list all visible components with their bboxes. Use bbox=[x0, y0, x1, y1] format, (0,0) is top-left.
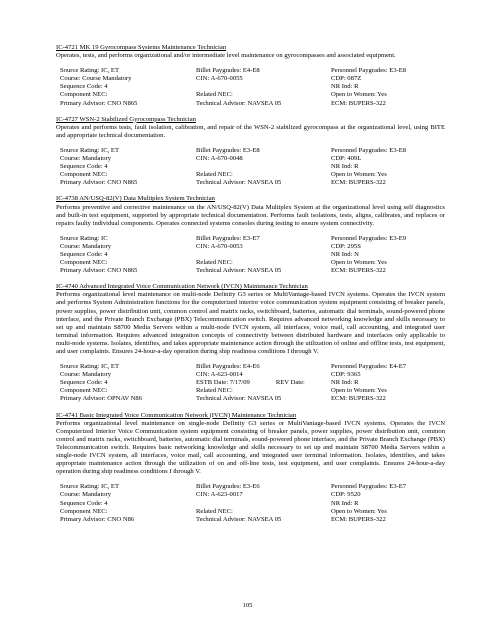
field-row bbox=[56, 235, 445, 243]
section-fields bbox=[56, 363, 445, 403]
nec-section bbox=[56, 412, 445, 524]
field-row bbox=[56, 371, 445, 379]
field-col-2-text: CIN: A-623-0017 bbox=[196, 491, 243, 499]
field-col-2-text: Related NEC: bbox=[196, 91, 233, 99]
field-col-1: Source Rating: IC, ET bbox=[60, 483, 119, 491]
field-col-2 bbox=[196, 395, 331, 403]
field-col-2 bbox=[196, 163, 331, 171]
field-col-2 bbox=[196, 67, 331, 75]
field-col-2-text: Technical Advisor: NAVSEA 05 bbox=[196, 395, 282, 403]
field-col-2-text: Technical Advisor: NAVSEA 05 bbox=[196, 99, 282, 107]
field-col-3: Personnel Paygrades: E3-E7 bbox=[331, 483, 407, 491]
field-col-2 bbox=[196, 371, 331, 379]
field-col-3: NR Ind: R bbox=[331, 499, 359, 507]
field-row bbox=[56, 75, 445, 83]
section-fields bbox=[56, 147, 445, 187]
field-col-2 bbox=[196, 387, 331, 395]
field-col-2-text: Related NEC: bbox=[196, 387, 233, 395]
field-col-3: ECM: BUPERS-322 bbox=[331, 515, 386, 523]
field-row bbox=[56, 267, 445, 275]
field-col-1: Course: Mandatory bbox=[60, 371, 112, 379]
field-row bbox=[56, 379, 445, 387]
field-col-1: Component NEC: bbox=[60, 171, 108, 179]
field-col-1: Primary Advisor: OPNAV N86 bbox=[60, 395, 143, 403]
field-col-3: Open to Women: Yes bbox=[331, 91, 387, 99]
field-col-2 bbox=[196, 75, 331, 83]
field-row bbox=[56, 100, 445, 108]
field-col-2 bbox=[196, 483, 331, 491]
field-col-3: Open to Women: Yes bbox=[331, 507, 387, 515]
nec-sections bbox=[56, 44, 445, 532]
page-number: 105 bbox=[242, 602, 253, 609]
section-description: Operates and performs tests, fault isolation, calibration, and repair of the WSN-2 stabilized gyrocompass at the organizational level, using BITE and appropriate technical documentation. bbox=[56, 123, 445, 139]
field-col-2 bbox=[196, 491, 331, 499]
field-row bbox=[56, 171, 445, 179]
field-col-2-text: Technical Advisor: NAVSEA 05 bbox=[196, 179, 282, 187]
field-col-3: CDP: 9520 bbox=[331, 491, 361, 499]
section-title: IC-4721 MK 19 Gyrocompass Systems Maintenance Technician bbox=[56, 44, 227, 51]
field-col-2 bbox=[196, 83, 331, 91]
field-col-2-text: Related NEC: bbox=[196, 171, 233, 179]
field-col-3: Personnel Paygrades: E3-E9 bbox=[331, 234, 407, 242]
field-col-3: ECM: BUPERS-322 bbox=[331, 395, 386, 403]
field-col-2 bbox=[196, 235, 331, 243]
field-col-2 bbox=[196, 171, 331, 179]
nec-section bbox=[56, 44, 445, 108]
section-title: IC-4738 AN/USQ-82(V) Data Multiplex System Technician bbox=[56, 195, 215, 203]
field-col-1: Sequence Code: 4 bbox=[60, 379, 108, 387]
field-row bbox=[56, 91, 445, 99]
field-row bbox=[56, 179, 445, 187]
section-fields bbox=[56, 67, 445, 107]
field-col-3: Open to Women: Yes bbox=[331, 171, 387, 179]
field-row bbox=[56, 243, 445, 251]
section-title: IC-4741 Basic Integrated Voice Communication Network (IVCN) Maintenance Technician bbox=[56, 411, 297, 419]
field-col-2 bbox=[196, 147, 331, 155]
field-col-2 bbox=[196, 516, 331, 524]
field-col-2 bbox=[196, 259, 331, 267]
field-col-1: Source Rating: IC, ET bbox=[60, 146, 119, 154]
field-col-2-text: Billet Paygrades: E3-E6 bbox=[196, 483, 260, 491]
field-col-2-text: Billet Paygrades: E3-E7 bbox=[196, 234, 260, 242]
field-col-2-sub: REV Date: bbox=[275, 379, 305, 387]
field-row bbox=[56, 387, 445, 395]
field-col-2 bbox=[196, 500, 331, 508]
field-col-2-text: CIN: A-670-0055 bbox=[196, 75, 243, 83]
field-col-1: Primary Advisor: CNO N865 bbox=[60, 267, 138, 275]
field-row bbox=[56, 395, 445, 403]
field-col-1: Primary Advisor: CNO N865 bbox=[60, 179, 138, 187]
field-col-2-text: Technical Advisor: NAVSEA 05 bbox=[196, 515, 282, 523]
field-col-3: CDP: 9365 bbox=[331, 371, 361, 379]
section-title: IC-4740 Advanced Integrated Voice Communication Network (IVCN) Maintenance Technician bbox=[56, 283, 308, 291]
field-col-1: Component NEC: bbox=[60, 259, 108, 267]
field-row bbox=[56, 259, 445, 267]
section-description: Performs preventive and corrective maintenance on the AN/USQ-82(V) Data Multiplex System at the organizational level using self diagnostics and built-in test equipment, supported by appropriate technical documentation. Performs fault isolations, tests, aligns, calibrates, and replaces or repairs faulty individual components. Operates connected systems consoles during testing to ensure system connectivity. bbox=[56, 203, 445, 227]
field-col-2-text: CIN: A-670-0048 bbox=[196, 155, 243, 163]
field-row bbox=[56, 508, 445, 516]
section-description: Performs organizational level maintenance on single-node Definity G3 series or MultiVantage-based IVCN systems. Operates the IVCN Computerized Interior Voice Communication system equipment consisting of breaker panels, power supplies, power distribution unit, common control and matrix racks, switchboard, batteries, automatic dial terminals, sound-powered phone interface, and the Private Branch Exchange (PBX) Telecommunication switch. Requires basic networking knowledge and skills necessary to set up and maintain S8700 Media Servers within a single-node IVCN system, all interfaces, voice mail, call accounting, and integrated user terminal information. Isolates, identifies, and takes appropriate maintenance action through the utilization of on and off-line tests, test equipment, and user complaints. Ensures 24-hour-a-day operation during ship readiness conditions I through V. bbox=[56, 419, 445, 476]
field-col-3: NR Ind: R bbox=[331, 379, 359, 387]
field-col-3: ECM: BUPERS-322 bbox=[331, 179, 386, 187]
field-col-2 bbox=[196, 363, 331, 371]
field-col-1: Component NEC: bbox=[60, 91, 108, 99]
field-row bbox=[56, 491, 445, 499]
field-col-2 bbox=[196, 91, 331, 99]
field-col-2 bbox=[196, 251, 331, 259]
field-col-3: NR Ind: R bbox=[331, 83, 359, 91]
field-row bbox=[56, 483, 445, 491]
field-col-1: Course: Mandatory bbox=[60, 155, 112, 163]
field-col-1: Course: Mandatory bbox=[60, 242, 112, 250]
nec-section bbox=[56, 195, 445, 275]
field-col-2-text: CIN: A-623-0014 bbox=[196, 371, 243, 379]
nec-section bbox=[56, 116, 445, 188]
section-description: Operates, tests, and performs organizational and/or intermediate level maintenance on gyrocompasses and associated equipment. bbox=[56, 52, 396, 60]
field-col-2 bbox=[196, 379, 331, 387]
field-row bbox=[56, 83, 445, 91]
field-col-1: Source Rating: IC bbox=[60, 234, 108, 242]
field-col-2 bbox=[196, 243, 331, 251]
section-fields bbox=[56, 483, 445, 523]
field-col-1: Sequence Code: 4 bbox=[60, 163, 108, 171]
section-description: Performs organizational level maintenance on multi-node Definity G3 series or MultiVantage-based IVCN systems. Operates the IVCN system and performs System Administration functions for the computerized interior voice communication system equipment consisting of breaker panels, power supplies, power distribution unit, common control and matrix racks, switchboard, batteries, automatic dial terminals, sound-powered phone interface, and the Private Branch Exchange (PBX) Telecommunication switch. Requires advanced networking knowledge and skills necessary to set up and maintain S8700 Media Servers within a multi-node IVCN system, all interfaces, voice mail, call accounting, and integrated user terminal information. Requires advanced integration concepts of connectivity between distributed hardware and interfaces only applicable to multi-node systems. Isolates, identifies, and takes appropriate maintenance action through the utilization of online and offline tests, test equipment, and user complaints. Ensures 24-hour-a-day operation during ship readiness conditions I through V. bbox=[56, 291, 445, 355]
field-col-1: Primary Advisor: CNO N865 bbox=[60, 99, 138, 107]
field-col-3: CDP: 409L bbox=[331, 155, 362, 163]
field-col-2-text: Billet Paygrades: E3-E8 bbox=[196, 146, 260, 154]
field-col-2 bbox=[196, 267, 331, 275]
field-col-2-text: Billet Paygrades: E4-E6 bbox=[196, 363, 260, 371]
field-col-1: Sequence Code: 4 bbox=[60, 83, 108, 91]
field-row bbox=[56, 500, 445, 508]
field-col-3: Personnel Paygrades: E4-E7 bbox=[331, 363, 407, 371]
field-col-3: CDP: 087Z bbox=[331, 75, 362, 83]
section-title: IC-4727 WSN-2 Stabilized Gyrocompass Technician bbox=[56, 115, 196, 123]
field-col-1: Component NEC: bbox=[60, 507, 108, 515]
field-col-2-text: ESTB Date: 7/17/09 bbox=[196, 379, 250, 387]
field-col-2 bbox=[196, 179, 331, 187]
field-col-3: CDP: 295S bbox=[331, 242, 361, 250]
nec-section bbox=[56, 283, 445, 403]
field-col-2-text: Technical Advisor: NAVSEA 05 bbox=[196, 267, 282, 275]
field-col-2 bbox=[196, 155, 331, 163]
field-col-3: Open to Women: Yes bbox=[331, 259, 387, 267]
field-col-3: Open to Women: Yes bbox=[331, 387, 387, 395]
field-col-1: Sequence Code: 4 bbox=[60, 499, 108, 507]
field-col-3: NR Ind: N bbox=[331, 250, 359, 258]
field-col-1: Sequence Code: 4 bbox=[60, 250, 108, 258]
field-row bbox=[56, 363, 445, 371]
field-col-2 bbox=[196, 508, 331, 516]
field-row bbox=[56, 163, 445, 171]
field-col-1: Component NEC: bbox=[60, 387, 108, 395]
field-col-3: NR Ind: R bbox=[331, 163, 359, 171]
field-row bbox=[56, 155, 445, 163]
field-col-1: Source Rating: IC, ET bbox=[60, 363, 119, 371]
field-row bbox=[56, 251, 445, 259]
field-col-1: Primary Advisor: CNO N86 bbox=[60, 515, 135, 523]
field-col-3: Personnel Paygrades: E3-E8 bbox=[331, 67, 407, 75]
field-col-1: Source Rating: IC, ET bbox=[60, 67, 119, 75]
field-col-2-text: Billet Paygrades: E4-E8 bbox=[196, 67, 260, 75]
section-fields bbox=[56, 235, 445, 275]
field-col-3: ECM: BUPERS-322 bbox=[331, 267, 386, 275]
field-row bbox=[56, 67, 445, 75]
field-col-1: Course: Course Mandatory bbox=[60, 75, 132, 83]
field-col-2-text: Related NEC: bbox=[196, 507, 233, 515]
field-col-1: Course: Mandatory bbox=[60, 491, 112, 499]
field-col-2-text: CIN: A-670-0053 bbox=[196, 242, 243, 250]
field-row bbox=[56, 516, 445, 524]
field-col-3: Personnel Paygrades: E3-E8 bbox=[331, 146, 407, 154]
field-col-3: ECM: BUPERS-322 bbox=[331, 99, 386, 107]
field-col-2 bbox=[196, 100, 331, 108]
field-col-2-text: Related NEC: bbox=[196, 259, 233, 267]
field-row bbox=[56, 147, 445, 155]
